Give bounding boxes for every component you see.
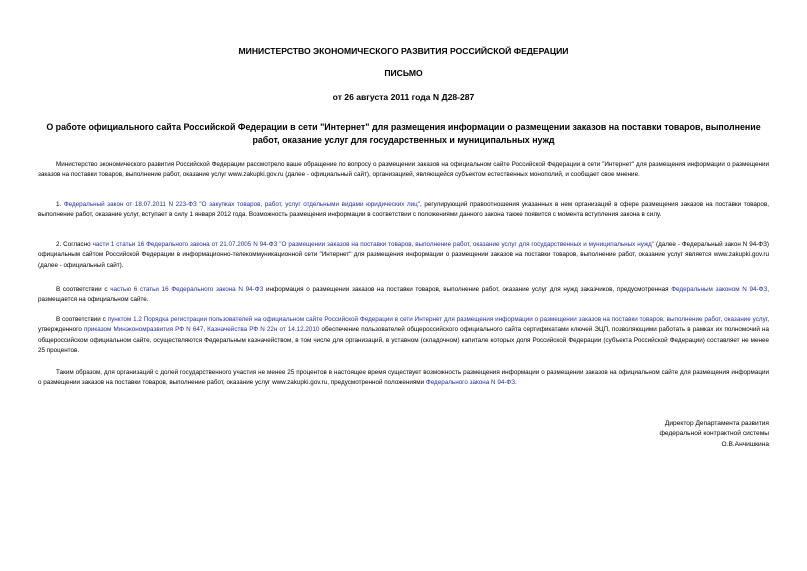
- paragraph-text: 2. Согласно: [56, 241, 93, 248]
- paragraph-text: , регулирующий правоотношения указанных в нем организаций в сфере размещения заказов на поставки товаров, выполнение работ, оказание услуг, вступает в силу 1 января 2012 года. Возможность размещения информации в соответствии с положениями данного закона также появится с момента вступления закона в силу.: [38, 201, 769, 219]
- paragraph-text: (далее - Федеральный закон N 94-ФЗ) официальным сайтом Российской Федерации в информационно-телекоммуникационной сети "Интернет" для размещения информации о размещении заказов на поставки товаров, выполнение работ, оказание услуг является www.zakupki.gov.ru (далее - официальный сайт).: [38, 241, 769, 269]
- paragraph-text: обеспечение пользователей общероссийского официального сайта сертификатами ключей ЭЦП, позволяющими работать в рамках их полномочий на общероссийском официальном сайте, осуществляются Федеральным казначейством, в том числе для организаций, в уставном (складочном) капитале которых доля Российской Федерации (субъекта Российской Федерации) составляет не менее 25 процентов.: [38, 326, 769, 355]
- registration-procedure-link[interactable]: пунктом 1.2 Порядка регистрации пользователей на официальном сайте Российской Федерации в сети Интернет для размещения информации о размещении заказов на поставки товаров, выполнение работ, оказание услуг: [107, 316, 768, 323]
- order-647-link[interactable]: приказом Минэкономразвития РФ N 647, Казначейства РФ N 22н от 14.12.2010: [83, 326, 320, 334]
- paragraph-text: Таким образом, для организаций с долей государственного участия не менее 25 процентов в настоящее время существует возможность размещения информации о размещении заказов на официальном сайте для размещения информации о размещении заказов на поставки товаров, выполнение работ, оказание услуг www.zakupki.gov.ru, предусмотренной положениями: [38, 369, 769, 387]
- paragraph-text: , размещается на официальном сайте.: [38, 286, 769, 304]
- paragraph-text: .: [515, 379, 517, 387]
- paragraph-1: [38, 200, 769, 221]
- signature-block: [660, 419, 770, 450]
- paragraph-3: [38, 285, 769, 306]
- paragraph-text: информация о размещении заказов на поставки товаров, выполнение работ, оказание услуг для нужд заказчиков, предусмотренная: [263, 286, 672, 293]
- law-94-fz-link[interactable]: Федерального закона N 94-ФЗ: [425, 379, 516, 387]
- paragraph-4: [38, 315, 769, 357]
- law-94-fz-link[interactable]: Федеральным законом N 94-ФЗ: [671, 286, 768, 293]
- document-date-number: от 26 августа 2011 года N Д28-287: [332, 92, 475, 102]
- law-94-fz-article-16-link[interactable]: части 1 статьи 16 Федерального закона от 21.07.2005 N 94-ФЗ "О размещении заказов на поставки товаров, выполнение работ, оказание услуг для государственных и муниципальных нужд": [92, 241, 655, 248]
- document-type: ПИСЬМО: [384, 68, 423, 78]
- law-223-fz-link[interactable]: Федеральный закон от 18.07.2011 N 223-ФЗ "О закупках товаров, работ, услуг отдельными видами юридических лиц": [63, 201, 420, 208]
- paragraph-text: 1.: [56, 201, 64, 208]
- paragraph-text: В соответствии с: [56, 316, 108, 323]
- signature-position-line-2: федеральной контрактной системы: [659, 430, 769, 438]
- paragraph-text: В соответствии с: [56, 286, 111, 293]
- ministry-heading: МИНИСТЕРСТВО ЭКОНОМИЧЕСКОГО РАЗВИТИЯ РОССИЙСКОЙ ФЕДЕРАЦИИ: [238, 46, 569, 56]
- paragraph-text: , утвержденного: [38, 316, 770, 334]
- paragraph-text: Министерство экономического развития Российской Федерации рассмотрело ваше обращение по вопросу о размещении заказов на официальном сайте Российской Федерации в сети "Интернет" для размещения информации о размещении заказов на поставки товаров, выполнение работ, оказание услуг www.zakupki.gov.ru (далее - официальный сайт), организацией, являющейся субъектом естественных монополий, и сообщает свое мнение.: [38, 161, 769, 179]
- paragraph-2: [38, 240, 769, 271]
- signature-position-line-1: Директор Департамента развития: [664, 420, 769, 427]
- paragraph-intro: [38, 160, 769, 181]
- signature-name: О.В.Анчишкина: [721, 440, 769, 448]
- paragraph-conclusion: [38, 368, 769, 389]
- document-title: О работе официального сайта Российской Федерации в сети "Интернет" для размещения информации о размещении заказов на поставки товаров, выполнение работ, оказание услуг для государственных и муниципальных нужд: [46, 122, 761, 145]
- article-16-part-6-link[interactable]: частью 6 статьи 16 Федерального закона N 94-ФЗ: [110, 286, 264, 293]
